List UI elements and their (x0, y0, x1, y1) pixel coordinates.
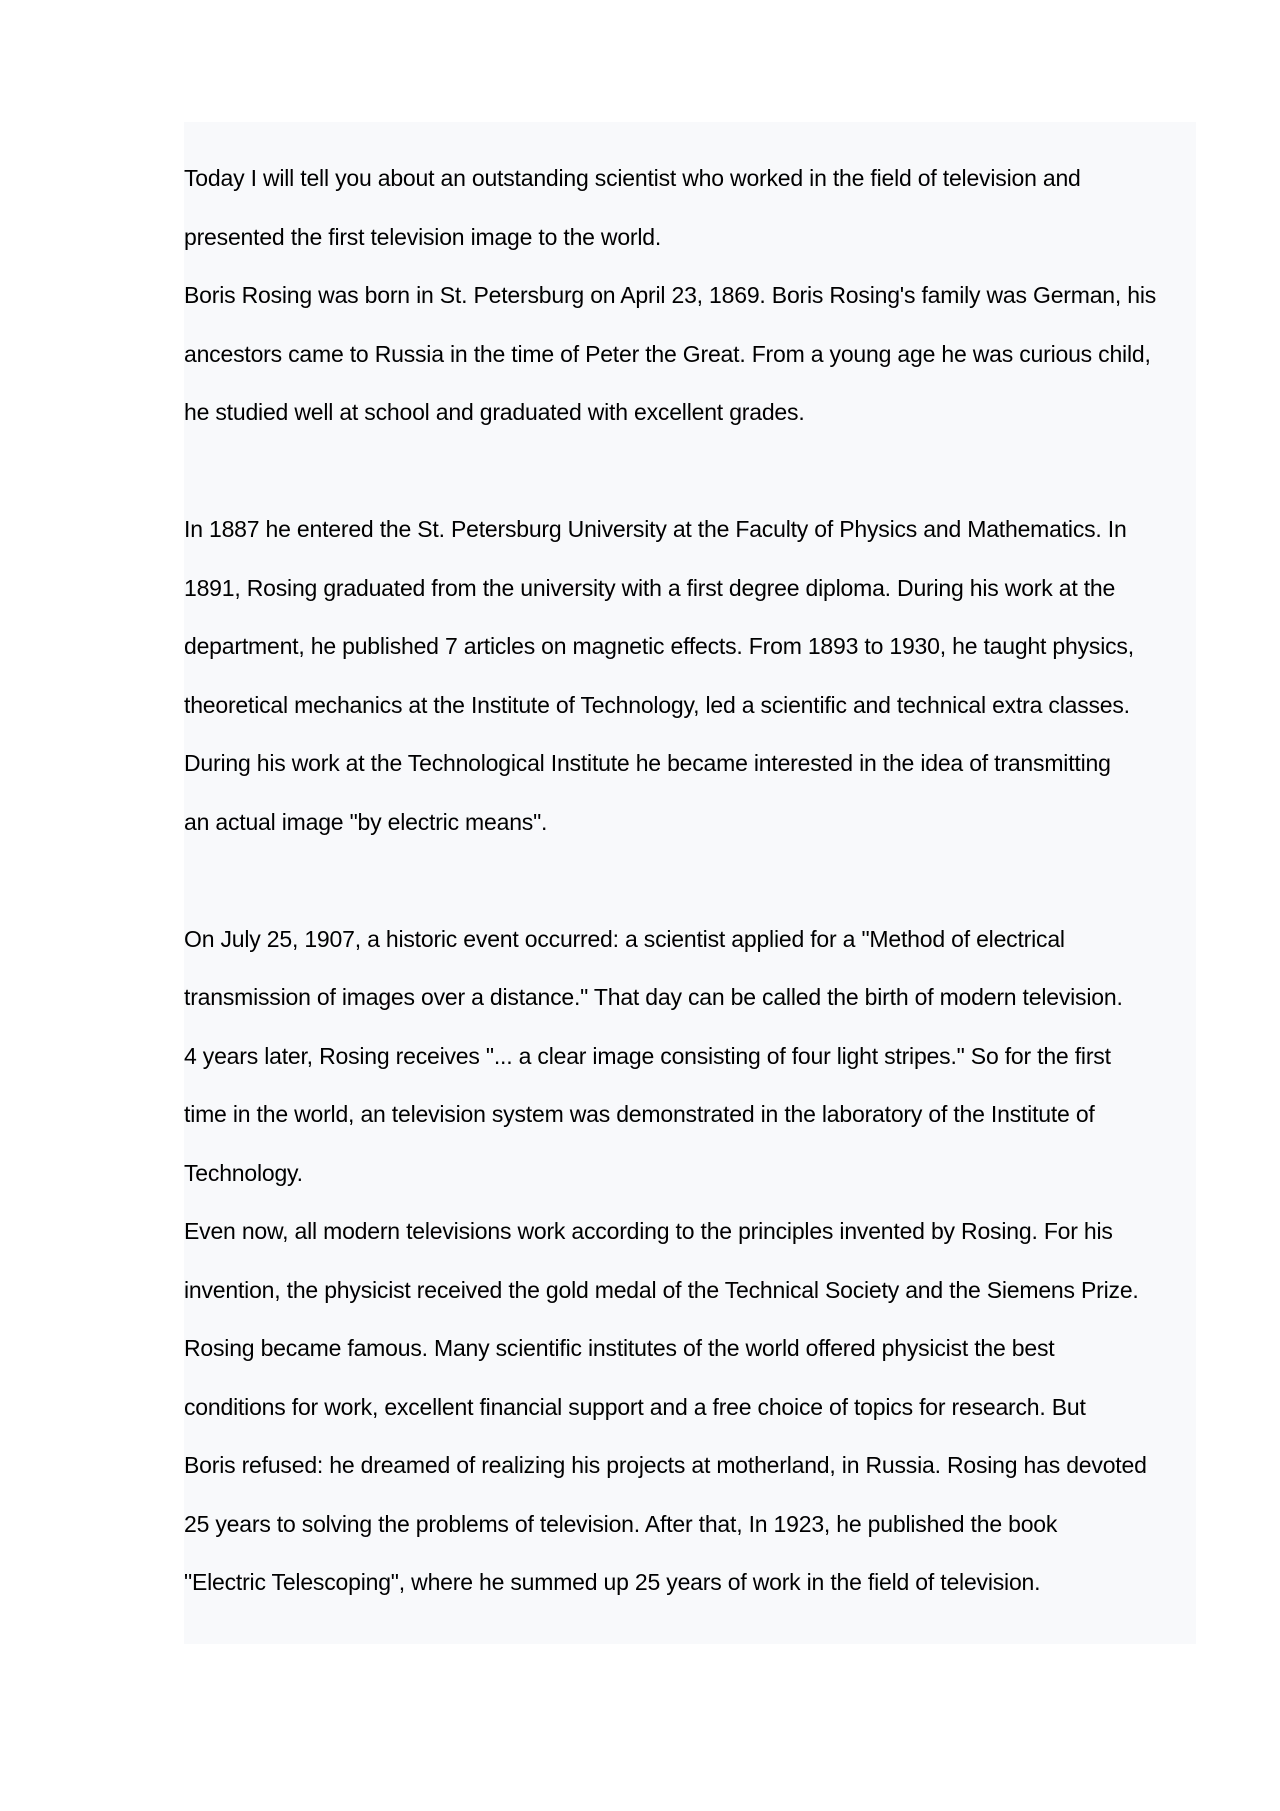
text-line: presented the first television image to the world. (184, 223, 662, 250)
text-line: ancestors came to Russia in the time of Peter the Great. From a young age he was curious child, (184, 340, 1151, 367)
text-line: Technology. (184, 1159, 303, 1186)
text-line: he studied well at school and graduated with excellent grades. (184, 399, 805, 425)
text-line: transmission of images over a distance." That day can be called the birth of modern television. (184, 984, 1123, 1010)
text-line: Rosing became famous. Many scientific institutes of the world offered physicist the best (184, 1335, 1055, 1361)
blank-line (184, 442, 1196, 501)
text-line: In 1887 he entered the St. Petersburg University at the Faculty of Physics and Mathematics. In (184, 516, 1127, 542)
text-line: department, he published 7 articles on magnetic effects. From 1893 to 1930, he taught physics, (184, 633, 1134, 659)
text-line: During his work at the Technological Institute he became interested in the idea of transmitting (184, 750, 1111, 776)
text-line: an actual image "by electric means". (184, 808, 548, 835)
text-line: Today I will tell you about an outstanding scientist who worked in the field of television and (184, 165, 1081, 191)
text-lines (184, 149, 1196, 1612)
text-line: 4 years later, Rosing receives "... a clear image consisting of four light stripes." So for the first (184, 1042, 1111, 1069)
text-line: "Electric Telescoping", where he summed up 25 years of work in the field of television. (184, 1569, 1041, 1595)
blank-line (184, 851, 1196, 910)
text-line: On July 25, 1907, a historic event occurred: a scientist applied for a "Method of electrical (184, 925, 1065, 952)
text-line: 25 years to solving the problems of television. After that, In 1923, he published the book (184, 1510, 1058, 1537)
text-line: Even now, all modern televisions work according to the principles invented by Rosing. For his (184, 1218, 1113, 1244)
text-line: invention, the physicist received the gold medal of the Technical Society and the Siemens Prize. (184, 1276, 1139, 1303)
text-line: Boris Rosing was born in St. Petersburg on April 23, 1869. Boris Rosing's family was German, his (184, 282, 1157, 308)
text-line: conditions for work, excellent financial support and a free choice of topics for research. But (184, 1393, 1086, 1420)
text-line: theoretical mechanics at the Institute of Technology, led a scientific and technical extra classes. (184, 691, 1130, 718)
text-line: time in the world, an television system was demonstrated in the laboratory of the Institute of (184, 1101, 1095, 1127)
text-line: 1891, Rosing graduated from the university with a first degree diploma. During his work at the (184, 574, 1116, 601)
text-block (184, 122, 1196, 1644)
text-line: Boris refused: he dreamed of realizing his projects at motherland, in Russia. Rosing has devoted (184, 1452, 1147, 1478)
